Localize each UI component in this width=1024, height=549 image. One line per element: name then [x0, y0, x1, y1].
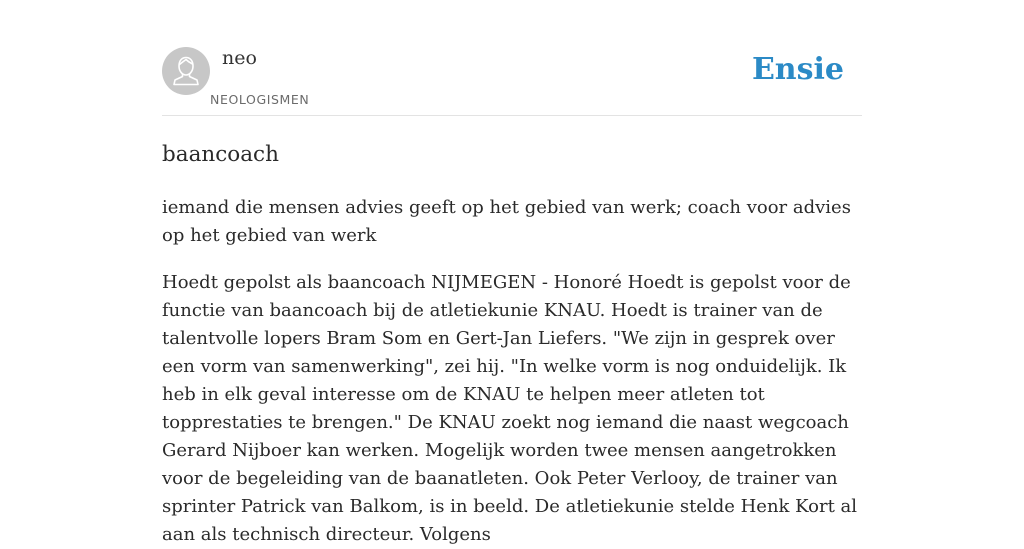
entry-definition: iemand die mensen advies geeft op het gebied van werk; coach voor advies op het gebied van werk — [162, 197, 851, 246]
entry-content — [162, 140, 862, 549]
username[interactable]: neo — [222, 47, 257, 69]
user-silhouette-icon — [162, 47, 210, 95]
avatar[interactable] — [162, 47, 210, 95]
entry-title: baancoach — [162, 142, 279, 167]
category-label[interactable]: NEOLOGISMEN — [210, 92, 310, 107]
entry-example: Hoedt gepolst als baancoach NIJMEGEN - Honoré Hoedt is gepolst voor de functie van baancoach bij de atletiekunie KNAU. Hoedt is trainer van de talentvolle lopers Bram Som en Gert-Jan Liefers. "We zijn in gesprek over een vorm van samenwerking", zei hij. "In welke vorm is nog onduidelijk. Ik heb in elk geval interesse om de KNAU te helpen meer atleten tot topprestaties te brengen." De KNAU zoekt nog iemand die naast wegcoach Gerard Nijboer kan werken. Mogelijk worden twee mensen aangetrokken voor de begeleiding van de baanatleten. Ook Peter Verlooy, de trainer van sprinter Patrick van Balkom, is in beeld. De atletiekunie stelde Henk Kort al aan als technisch directeur. Volgens — [162, 272, 858, 545]
article-container — [162, 0, 862, 549]
ensie-logo[interactable]: Ensie — [751, 52, 844, 87]
header — [162, 0, 862, 116]
